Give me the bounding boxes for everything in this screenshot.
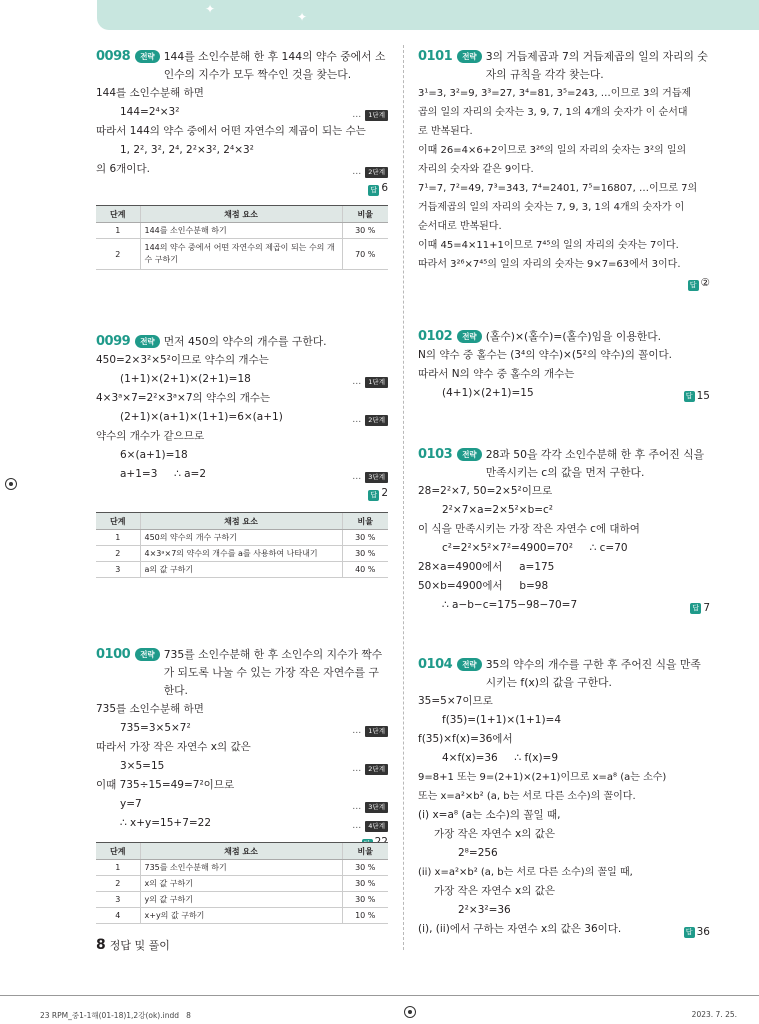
solution-line: 35=5×7이므로 <box>418 695 493 707</box>
solution-line: 144=2⁴×3² <box>120 106 180 118</box>
solution-line: ∴ x+y=15+7=22 <box>120 817 212 829</box>
problem-0099 <box>96 333 388 502</box>
table-cell: x의 값 구하기 <box>140 876 342 892</box>
problem-header <box>96 333 388 351</box>
solution-line: 거듭제곱의 일의 자리의 숫자는 7, 9, 3, 1의 4개의 숫자가 이 <box>418 202 685 213</box>
solution-line: 3¹=3, 3²=9, 3³=27, 3⁴=81, 3⁵=243, …이므로 3의 거듭제 <box>418 88 692 99</box>
solution-line: f(35)=(1+1)×(1+1)=4 <box>442 714 562 726</box>
solution-line: y=7 <box>120 798 142 810</box>
table-cell: 1 <box>96 530 140 546</box>
solution-line: f(35)×f(x)=36에서 <box>418 733 513 745</box>
file-name: 23 RPM_중1-1해(01-18)1,2강(ok).indd 8 <box>40 1011 191 1020</box>
table-cell: 30 % <box>342 892 388 908</box>
answer <box>96 179 388 197</box>
strategy-text: 먼저 450의 약수의 개수를 구한다. <box>163 335 327 348</box>
solution-line: 이때 26=4×6+2이므로 3²⁶의 일의 자리의 숫자는 3²의 일의 <box>418 145 687 156</box>
solution-line-with-step <box>96 795 388 814</box>
table-header: 채점 요소 <box>140 513 342 530</box>
strategy-badge: 전략 <box>135 50 160 63</box>
answer-value: ② <box>700 277 710 289</box>
table-row <box>96 562 388 578</box>
answer-icon: 답 <box>368 185 379 196</box>
column-divider <box>403 45 404 950</box>
answer-icon: 답 <box>688 280 699 291</box>
strategy-text: 735를 소인수분해 한 후 소인수의 지수가 짝수가 되도록 나눌 수 있는 가장 작은 자연수를 구한다. <box>163 648 383 697</box>
table-cell: 30 % <box>342 860 388 876</box>
solution-line-with-answer <box>418 384 710 403</box>
problem-header <box>96 48 388 84</box>
table-cell: 450의 약수의 개수 구하기 <box>140 530 342 546</box>
solution-line: 2⁸=256 <box>458 847 498 859</box>
solution-line: ∴ a−b−c=175−98−70=7 <box>442 599 578 611</box>
page-number: 8 <box>96 937 106 953</box>
step-dots: … <box>352 726 363 736</box>
step-tag: 3단계 <box>365 802 388 813</box>
solution-line: 따라서 3²⁶×7⁴⁵의 일의 자리의 숫자는 9×7=63에서 3이다. <box>418 259 681 270</box>
problem-number: 0100 <box>96 647 131 662</box>
table-cell: 4×3ᵃ×7의 약수의 개수를 a를 사용하여 나타내기 <box>140 546 342 562</box>
solution-line: 의 6개이다. <box>96 163 150 175</box>
table-cell: 2 <box>96 546 140 562</box>
step-tag: 2단계 <box>365 167 388 178</box>
solution-line: 6×(a+1)=18 <box>120 449 188 461</box>
star-icon: ✦ <box>297 10 308 24</box>
table-header: 채점 요소 <box>140 843 342 860</box>
problem-header <box>418 48 710 84</box>
table-cell: 30 % <box>342 530 388 546</box>
problem-header <box>96 646 388 700</box>
section-title: 정답 및 풀이 <box>109 939 170 952</box>
solution-line: 약수의 개수가 같으므로 <box>96 430 205 442</box>
solution-line: 이때 45=4×11+1이므로 7⁴⁵의 일의 자리의 숫자는 7이다. <box>418 240 679 251</box>
solution-line: 순서대로 반복된다. <box>418 221 502 232</box>
step-dots: … <box>352 802 363 812</box>
header-band <box>97 0 759 30</box>
print-date: 2023. 7. 25. <box>691 1010 737 1019</box>
strategy-text: 144를 소인수분해 한 후 144의 약수 중에서 소인수의 지수가 모두 짝수인 것을 찾는다. <box>163 50 386 81</box>
problem-header <box>418 656 710 692</box>
solution-line: 3×5=15 <box>120 760 165 772</box>
table-cell: 10 % <box>342 908 388 924</box>
solution-line: 1, 2², 3², 2⁴, 2²×3², 2⁴×3² <box>120 144 254 156</box>
problem-0101 <box>418 48 710 292</box>
solution-line-with-step <box>96 103 388 122</box>
solution-line-with-step <box>96 814 388 833</box>
step-marker <box>352 163 388 182</box>
answer-icon: 답 <box>684 927 695 938</box>
table-cell: 735를 소인수분해 하기 <box>140 860 342 876</box>
problem-number: 0104 <box>418 657 453 672</box>
solution-line-with-step <box>96 465 388 484</box>
step-tag: 1단계 <box>365 110 388 121</box>
table-cell: 3 <box>96 562 140 578</box>
table-cell: y의 값 구하기 <box>140 892 342 908</box>
table-cell: 30 % <box>342 223 388 239</box>
step-dots: … <box>352 764 363 774</box>
strategy-text: (홀수)×(홀수)=(홀수)임을 이용한다. <box>485 330 662 343</box>
solution-line-with-step <box>96 757 388 776</box>
table-cell: 4 <box>96 908 140 924</box>
solution-line: 이 식을 만족시키는 가장 작은 자연수 c에 대하여 <box>418 523 640 535</box>
answer-icon: 답 <box>684 391 695 402</box>
solution-line: 4×3ᵃ×7=2²×3ᵃ×7의 약수의 개수는 <box>96 392 271 404</box>
answer <box>418 274 710 292</box>
solution-line: N의 약수 중 홀수는 (3⁴의 약수)×(5²의 약수)의 꼴이다. <box>418 349 672 361</box>
registration-mark-icon <box>5 478 17 490</box>
table-row <box>96 239 388 270</box>
table-cell: 3 <box>96 892 140 908</box>
table-cell: x+y의 값 구하기 <box>140 908 342 924</box>
solution-line: 735를 소인수분해 하면 <box>96 703 204 715</box>
problem-0100 <box>96 646 388 851</box>
strategy-badge: 전략 <box>457 658 482 671</box>
solution-line: 4×f(x)=36 ∴ f(x)=9 <box>442 752 559 764</box>
solution-line: 따라서 N의 약수 중 홀수의 개수는 <box>418 368 575 380</box>
answer <box>96 484 388 502</box>
step-dots: … <box>352 821 363 831</box>
answer-value: 15 <box>696 390 710 402</box>
problem-0103 <box>418 446 710 615</box>
solution-line: 9=8+1 또는 9=(2+1)×(2+1)이므로 x=a⁸ (a는 소수) <box>418 772 667 783</box>
registration-mark-icon <box>404 1006 416 1018</box>
strategy-badge: 전략 <box>457 330 482 343</box>
answer-value: 7 <box>703 602 710 614</box>
answer-icon: 답 <box>368 490 379 501</box>
table-row <box>96 223 388 239</box>
table-cell: 144의 약수 중에서 어떤 자연수의 제곱이 되는 수의 개수 구하기 <box>140 239 342 270</box>
answer-value: 2 <box>381 487 388 499</box>
solution-line: 735=3×5×7² <box>120 722 191 734</box>
answer <box>684 387 710 406</box>
solution-line: 자리의 숫자와 같은 9이다. <box>418 164 534 175</box>
step-tag: 3단계 <box>365 472 388 483</box>
step-tag: 1단계 <box>365 377 388 388</box>
table-cell: 144를 소인수분해 하기 <box>140 223 342 239</box>
table-header: 단계 <box>96 843 140 860</box>
answer-value: 36 <box>696 926 710 938</box>
step-dots: … <box>352 167 363 177</box>
solution-line: (1+1)×(2+1)×(2+1)=18 <box>120 373 251 385</box>
solution-line: 28×a=4900에서 a=175 <box>418 561 555 573</box>
solution-line: 50×b=4900에서 b=98 <box>418 580 549 592</box>
solution-line: 가장 작은 자연수 x의 값은 <box>434 885 555 897</box>
scoring-table <box>96 205 388 270</box>
solution-line: 7¹=7, 7²=49, 7³=343, 7⁴=2401, 7⁵=16807, …이므로 7의 <box>418 183 698 194</box>
solution-line-with-step <box>96 408 388 427</box>
table-header: 비율 <box>342 206 388 223</box>
problem-number: 0101 <box>418 49 453 64</box>
solution-line: 따라서 144의 약수 중에서 어떤 자연수의 제곱이 되는 수는 <box>96 125 366 137</box>
problem-number: 0103 <box>418 447 453 462</box>
step-dots: … <box>352 110 363 120</box>
solution-line-with-step <box>96 719 388 738</box>
problem-number: 0098 <box>96 49 131 64</box>
table-cell: 1 <box>96 223 140 239</box>
solution-line: 또는 x=a²×b² (a, b는 서로 다른 소수)의 꼴이다. <box>418 791 636 802</box>
step-dots: … <box>352 415 363 425</box>
solution-line: (4+1)×(2+1)=15 <box>442 387 534 399</box>
solution-line: 2²×7×a=2×5²×b=c² <box>442 504 554 516</box>
table-cell: 2 <box>96 239 140 270</box>
step-tag: 2단계 <box>365 415 388 426</box>
table-cell: 1 <box>96 860 140 876</box>
problem-0102 <box>418 328 710 403</box>
table-row <box>96 530 388 546</box>
step-marker <box>352 817 388 836</box>
step-marker <box>352 468 388 487</box>
problem-number: 0099 <box>96 334 131 349</box>
table-row <box>96 908 388 924</box>
strategy-text: 28과 50을 각각 소인수분해 한 후 주어진 식을 만족시키는 c의 값을 먼저 구한다. <box>485 448 705 479</box>
solution-line-with-answer <box>418 596 710 615</box>
solution-line: c²=2²×5²×7²=4900=70² ∴ c=70 <box>442 542 628 554</box>
solution-line: a+1=3 ∴ a=2 <box>120 468 207 480</box>
problem-0098 <box>96 48 388 197</box>
scoring-table <box>96 512 388 578</box>
table-cell: 40 % <box>342 562 388 578</box>
solution-line: 144를 소인수분해 하면 <box>96 87 204 99</box>
answer <box>684 923 710 942</box>
answer-icon: 답 <box>690 603 701 614</box>
footer-rule <box>0 995 759 996</box>
page-footer <box>96 937 170 953</box>
solution-line-with-answer <box>418 920 710 939</box>
step-tag: 1단계 <box>365 726 388 737</box>
table-cell: 70 % <box>342 239 388 270</box>
solution-line: (i) x=a⁸ (a는 소수)의 꼴일 때, <box>418 809 561 821</box>
step-dots: … <box>352 377 363 387</box>
problem-header <box>418 328 710 346</box>
solution-line-with-step <box>96 370 388 389</box>
solution-line: 따라서 가장 작은 자연수 x의 값은 <box>96 741 251 753</box>
step-tag: 4단계 <box>365 821 388 832</box>
table-cell: a의 값 구하기 <box>140 562 342 578</box>
star-icon: ✦ <box>205 2 216 16</box>
problem-0104 <box>418 656 710 939</box>
table-header: 단계 <box>96 513 140 530</box>
step-tag: 2단계 <box>365 764 388 775</box>
table-header: 비율 <box>342 843 388 860</box>
strategy-badge: 전략 <box>135 335 160 348</box>
table-row <box>96 860 388 876</box>
strategy-text: 3의 거듭제곱과 7의 거듭제곱의 일의 자리의 숫자의 규칙을 각각 찾는다. <box>485 50 708 81</box>
table-row <box>96 876 388 892</box>
solution-line: 곱의 일의 자리의 숫자는 3, 9, 7, 1의 4개의 숫자가 이 순서대 <box>418 107 688 118</box>
table-header: 단계 <box>96 206 140 223</box>
solution-line: (ii) x=a²×b² (a, b는 서로 다른 소수)의 꼴일 때, <box>418 867 633 878</box>
step-dots: … <box>352 472 363 482</box>
strategy-badge: 전략 <box>457 448 482 461</box>
answer <box>690 599 710 618</box>
problem-number: 0102 <box>418 329 453 344</box>
table-header: 채점 요소 <box>140 206 342 223</box>
solution-line: 2²×3²=36 <box>458 904 511 916</box>
table-cell: 30 % <box>342 876 388 892</box>
solution-line: 이때 735÷15=49=7²이므로 <box>96 779 235 791</box>
table-row <box>96 546 388 562</box>
solution-line: 28=2²×7, 50=2×5²이므로 <box>418 485 553 497</box>
solution-line: (i), (ii)에서 구하는 자연수 x의 값은 36이다. <box>418 923 622 935</box>
strategy-badge: 전략 <box>135 648 160 661</box>
solution-line: (2+1)×(a+1)×(1+1)=6×(a+1) <box>120 411 283 423</box>
solution-line: 가장 작은 자연수 x의 값은 <box>434 828 555 840</box>
strategy-text: 35의 약수의 개수를 구한 후 주어진 식을 만족시키는 f(x)의 값을 구한다. <box>485 658 701 689</box>
solution-line-with-step <box>96 160 388 179</box>
answer-value: 6 <box>381 182 388 194</box>
problem-header <box>418 446 710 482</box>
solution-line: 로 반복된다. <box>418 126 473 137</box>
scoring-table <box>96 842 388 924</box>
solution-line: 450=2×3²×5²이므로 약수의 개수는 <box>96 354 269 366</box>
table-header: 비율 <box>342 513 388 530</box>
strategy-badge: 전략 <box>457 50 482 63</box>
table-cell: 2 <box>96 876 140 892</box>
table-row <box>96 892 388 908</box>
table-cell: 30 % <box>342 546 388 562</box>
